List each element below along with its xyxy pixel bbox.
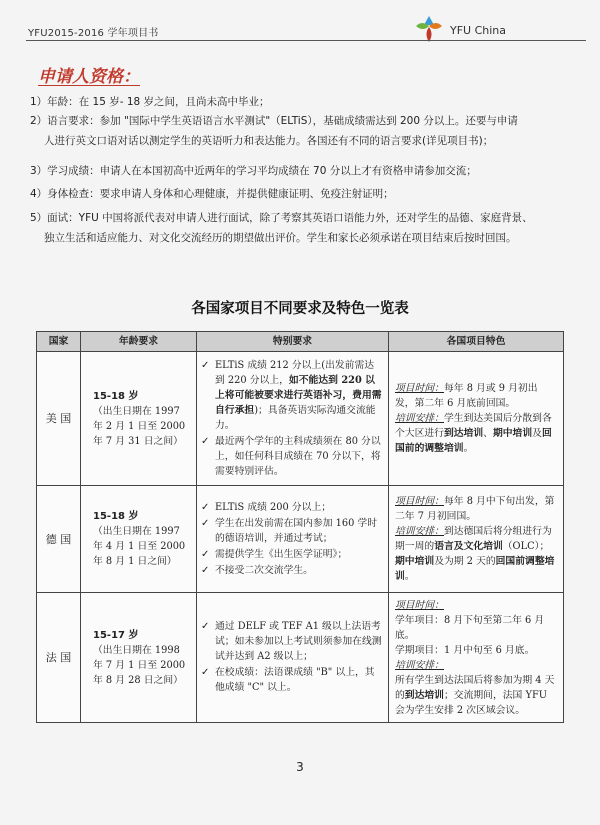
check-icon: ✓ <box>201 667 210 678</box>
training-label: 培训安排： <box>395 413 444 424</box>
header-title: YFU2015-2016 学年项目书 <box>28 28 159 39</box>
requirement-item: ✓ 需提供学生《出生医学证明》； <box>201 548 348 560</box>
age-cell <box>81 352 197 486</box>
country-cell: 德 国 <box>37 486 81 593</box>
time-label: 项目时间： <box>395 496 444 507</box>
requirement-item: ✓ 在校成绩：法语课成绩 "B" 以上，其他成绩 "C" 以上。 <box>201 667 375 693</box>
check-icon: ✓ <box>201 517 210 529</box>
requirement-item: ✓ 通过 DELF 或 TEF A1 级以上法语考试；如未参加以上考试则须参加在线测试并达到 A2 级以上； <box>201 621 382 662</box>
requirement-4: 4）身体检查：要求申请人身体和心理健康，并提供健康证明、免疫注射证明； <box>30 188 394 200</box>
country-cell: 法 国 <box>37 593 81 723</box>
check-icon: ✓ <box>201 501 210 513</box>
feature-cell: 项目时间： 学年项目：8 月下旬至第二年 6 月底。 学期项目：1 月中旬至 6 月底。 培训安排： 所有学生到达法国后将参加为期 4 天的到达培训；交流期间，法国 YFU 会为学生安排 2 次区域会议。 <box>389 593 564 723</box>
training-label: 培训安排： <box>395 526 444 537</box>
table-row <box>37 352 564 486</box>
requirement-1: 1）年龄：在 15 岁- 18 岁之间，且尚未高中毕业； <box>30 96 270 108</box>
check-icon: ✓ <box>201 359 210 371</box>
requirement-item: ✓ 学生在出发前需在国内参加 160 学时的德语培训，并通过考试； <box>201 517 378 544</box>
column-header-country: 国家 <box>37 332 81 352</box>
column-header-feature: 各国项目特色 <box>389 332 564 352</box>
special-requirements-cell <box>197 486 389 593</box>
requirement-item: ✓ 不接受二次交流学生。 <box>201 564 313 576</box>
age-range: 15-18 岁 <box>93 390 139 402</box>
age-cell <box>81 593 197 723</box>
table-title: 各国家项目不同要求及特色一览表 <box>191 301 409 317</box>
column-header-special: 特别要求 <box>197 332 389 352</box>
country-cell: 美 国 <box>37 352 81 486</box>
age-detail: （出生日期在 1997 年 2 月 1 日至 2000 年 7 月 31 日之间） <box>93 405 186 447</box>
age-cell <box>81 486 197 593</box>
special-requirements-cell <box>197 593 389 723</box>
section-title: 申请人资格： <box>38 67 140 87</box>
table-row <box>37 593 564 723</box>
age-detail: （出生日期在 1997 年 4 月 1 日至 2000 年 8 月 1 日之间） <box>93 526 186 567</box>
requirement-item: ✓ ELTiS 成绩 212 分以上(出发前需达到 220 分以上，如不能达到 220 以上将可能被要求进行英语补习，费用需自行承担)；具备英语实际沟通交流能力。 <box>201 359 382 431</box>
page-number: 3 <box>296 760 304 774</box>
time-label: 项目时间： <box>395 383 444 394</box>
age-range: 15-18 岁 <box>93 511 139 522</box>
feature-cell: 项目时间：每年 8 月中下旬出发，第二年 7 月初回国。 培训安排：到达德国后将分组进行为期一周的语言及文化培训（OLC）；期中培训及为期 2 天的回国前调整培训。 <box>389 486 564 593</box>
column-header-age: 年龄要求 <box>81 332 197 352</box>
check-icon: ✓ <box>201 548 210 560</box>
special-requirements-cell <box>197 352 389 486</box>
training-label: 培训安排： <box>395 659 444 671</box>
check-icon: ✓ <box>201 435 210 447</box>
age-range: 15-17 岁 <box>93 629 139 641</box>
requirement-2: 2）语言要求：参加 "国际中学生英语语言水平测试"（ELTiS），基础成绩需达到 200 分以上。还要与申请 人进行英文口语对话以测定学生的英语听力和表达能力。各国还有不同的语言要求(详见项目书)； <box>30 115 518 147</box>
requirement-item: ✓ ELTiS 成绩 200 分以上； <box>201 501 332 513</box>
age-detail: （出生日期在 1998 年 7 月 1 日至 2000 年 8 月 28 日之间） <box>93 644 186 686</box>
requirement-item: ✓ 最近两个学年的主科成绩须在 80 分以上，如任何科目成绩在 70 分以下，将需要特别评估。 <box>201 435 381 477</box>
country-requirements-table <box>36 331 564 723</box>
requirement-5: 5）面试：YFU 中国将派代表对申请人进行面试，除了考察其英语口语能力外，还对学生的品德、家庭背景、 独立生活和适应能力、对文化交流经历的期望做出评价。学生和家长必须承诺在项目结束后按时回国。 <box>30 212 533 244</box>
header-rule <box>26 40 586 41</box>
feature-cell: 项目时间：每年 8 月或 9 月初出发，第二年 6 月底前回国。 培训安排：学生到达美国后分散到各个大区进行到达培训、期中培训及回国前的调整培训。 <box>389 352 564 486</box>
header-brand: YFU China <box>450 24 507 37</box>
time-label: 项目时间： <box>395 599 444 611</box>
table-header-row <box>37 332 564 352</box>
requirement-3: 3）学习成绩：申请人在本国初高中近两年的学习平均成绩在 70 分以上才有资格申请参加交流； <box>30 165 477 177</box>
check-icon: ✓ <box>201 621 210 632</box>
check-icon: ✓ <box>201 564 210 576</box>
table-row <box>37 486 564 593</box>
